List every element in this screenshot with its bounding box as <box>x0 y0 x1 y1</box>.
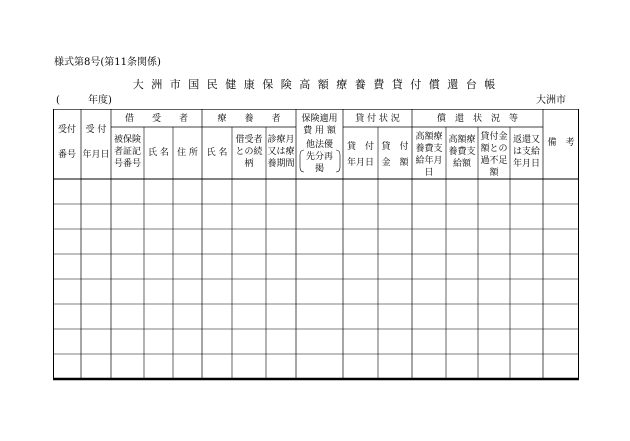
table-row[interactable] <box>53 354 579 379</box>
header-insured-card-number: 被保険 者証記 号番号 <box>113 135 141 169</box>
header-receipt: 受付 <box>57 125 76 135</box>
table-row[interactable] <box>53 254 579 279</box>
fiscal-year-label: 年度) <box>88 95 112 106</box>
header-insurance-cost: 保険適用 費 用 額 <box>301 114 338 136</box>
header-loan-status-group: 貸 付 状 況 <box>355 114 400 124</box>
header-receipt-number: 番号 <box>57 150 76 160</box>
header-loan-date: 貸 付 年月日 <box>346 142 374 168</box>
header-patient-name: 氏 名 <box>206 148 228 158</box>
header-treatment-period: 診療月 又は療 養期間 <box>267 135 295 169</box>
document-title: 大 洲 市 国 民 健 康 保 険 高 額 療 養 費 貸 付 償 還 台 帳 <box>132 78 498 91</box>
ledger-table <box>53 109 579 381</box>
header-receipt-date: 年月日 <box>82 150 110 160</box>
header-patient-group: 療 養 者 <box>217 114 281 124</box>
header-borrower-name: 氏 名 <box>148 148 169 158</box>
header-receipt-date-top: 受 付 <box>85 125 107 135</box>
city-name: 大洲市 <box>536 95 566 106</box>
header-remarks: 備 考 <box>547 138 575 148</box>
table-row[interactable] <box>53 229 579 254</box>
header-refund-date: 返還又 は支給 年月日 <box>512 135 540 169</box>
header-benefit-payment-date: 高額療 養費支 給年月 日 <box>415 132 443 178</box>
table-row[interactable] <box>53 179 579 204</box>
table-row[interactable] <box>53 204 579 229</box>
table-row[interactable] <box>53 304 579 329</box>
header-relation: 借受者 との続 柄 <box>235 135 263 169</box>
header-repayment-group: 償 還 状 況 等 <box>436 114 518 124</box>
header-borrower-group: 借 受 者 <box>124 114 188 124</box>
table-row[interactable] <box>53 329 579 354</box>
header-other-law-priority: 他法優 先分再 掲 <box>305 140 333 174</box>
header-loan-amount: 貸 付 金 額 <box>381 142 409 168</box>
form-number-label: 様式第8号(第11条関係) <box>54 57 161 68</box>
fiscal-year-open-paren: ( <box>56 95 60 106</box>
header-shortfall-amount: 貸付金 額との 過不足 額 <box>480 132 508 178</box>
header-borrower-address: 住 所 <box>177 148 198 158</box>
header-benefit-amount: 高額療 養費支 給額 <box>448 135 476 169</box>
table-row[interactable] <box>53 279 579 304</box>
